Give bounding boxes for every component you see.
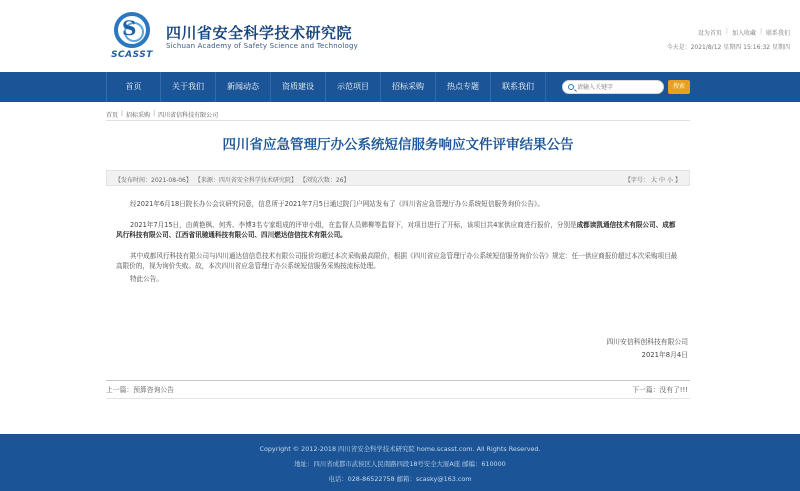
- search-icon: [568, 84, 574, 90]
- breadcrumb-procurement[interactable]: 招标采购: [126, 112, 151, 119]
- site-footer: [0, 434, 800, 491]
- top-links: 设为首页 | 加入收藏 | 联系我们: [697, 28, 790, 37]
- logo[interactable]: S SCASST: [108, 10, 156, 62]
- signature: [606, 336, 688, 362]
- article-source: 【来源：四川省安全科学技术研究院】: [194, 177, 297, 184]
- nav-item-demo-projects[interactable]: 示范项目: [326, 72, 381, 102]
- site-name: 四川省安全科学技术研究院: [166, 24, 353, 42]
- divider: [106, 120, 690, 121]
- search-input[interactable]: [577, 82, 661, 92]
- nav-item-contact[interactable]: 联系我们: [491, 72, 546, 102]
- prev-article-link[interactable]: 上一篇：预算咨询公告: [106, 386, 174, 394]
- search-button[interactable]: 搜索: [668, 80, 690, 94]
- paragraph: 经2021年6月18日院长办公会议研究同意，信息所于2021年7月5日通过院门户网站发布了《四川省应急管理厅办公系统短信服务询价公告》。: [130, 200, 544, 208]
- view-count: 【浏览次数：26】: [299, 177, 350, 184]
- current-datetime: 今天是：2021/8/12 星期四 15:16:32 星期四: [666, 44, 790, 51]
- site-name-en: Sichuan Academy of Safety Science and Technology: [166, 42, 358, 50]
- next-article-link[interactable]: 下一篇：没有了!!!: [632, 386, 688, 394]
- footer-copyright: Copyright © 2012-2018 四川省安全科学技术研究院 home.scasst.com. All Rights Reserved.: [259, 445, 541, 453]
- nav-item-home[interactable]: 首页: [106, 72, 161, 102]
- footer-address: 地址：四川省成都市武侯区人民南路四段18号安全大厦A座 邮编：610000: [294, 460, 506, 468]
- divider: [106, 398, 690, 399]
- next-article-title: 没有了!!!: [659, 386, 688, 394]
- divider: [106, 380, 690, 381]
- logo-abbr: SCASST: [111, 50, 153, 60]
- bidder-list: 成都读凯通信技术有限公司、成都风行科技有限公司、江西省讯驰通科技有限公司、四川燃达信信技术有限公司。: [116, 220, 676, 239]
- set-homepage-link[interactable]: 设为首页: [697, 30, 722, 37]
- prev-article-title[interactable]: 预算咨询公告: [133, 386, 174, 394]
- paragraph: 其中成都风行科技有限公司与四川通达信信息技术有限公司报价均超过本次采购最高限价，根据《四川省应急管理厅办公系统短信服务询价公告》规定：任一供应商报价超过本次采购项目最高限价的，视为询价失败。故，本次四川省应急管理厅办公系统短信服务采购按流标处理。: [116, 251, 678, 270]
- nav-item-qualifications[interactable]: 资质建设: [271, 72, 326, 102]
- breadcrumb-home[interactable]: 首页: [106, 112, 119, 119]
- contact-us-link[interactable]: 联系我们: [765, 30, 790, 37]
- nav-item-news[interactable]: 新闻动态: [216, 72, 271, 102]
- search-box: [562, 80, 664, 94]
- signature-org: 四川安信科创科技有限公司: [606, 338, 688, 346]
- font-size-small[interactable]: 小: [666, 177, 673, 184]
- add-favorite-link[interactable]: 加入收藏: [731, 30, 756, 37]
- signature-date: 2021年8月4日: [641, 351, 688, 359]
- article-meta-bar: [106, 170, 690, 186]
- paragraph: 特此公告。: [130, 274, 163, 283]
- article-title: 四川省应急管理厅办公系统短信服务响应文件评审结果公告: [222, 137, 574, 153]
- nav-item-procurement[interactable]: 招标采购: [381, 72, 436, 102]
- footer-contact: 电话：028-86522758 邮箱：scasky@163.com: [328, 475, 472, 483]
- breadcrumb-current: 四川省信科技有限公司: [158, 112, 219, 119]
- article-content: [116, 199, 682, 294]
- paragraph: 2021年7月15日，由黄艳枫、何秀、李博3名专家组成的评审小组，在监督人员韩柳等监督下，对项目进行了开标，该项目共4家供应商进行报价，分别是成都读凯通信技术有限公司、成都风行科技有限公司、江西省讯驰通科技有限公司、四川燃达信信技术有限公司。: [116, 220, 676, 239]
- nav-item-topics[interactable]: 热点专题: [436, 72, 491, 102]
- font-size-large[interactable]: 大: [650, 177, 657, 184]
- breadcrumb: 首页 | 招标采购 | 四川省信科技有限公司: [106, 110, 219, 119]
- publish-time: 【发布时间：2021-08-06】: [115, 177, 192, 184]
- font-size-medium[interactable]: 中: [658, 177, 665, 184]
- font-size-switcher: 【字号： 大 中 小 】: [624, 177, 681, 184]
- nav-item-about[interactable]: 关于我们: [161, 72, 216, 102]
- site-header: [0, 0, 800, 72]
